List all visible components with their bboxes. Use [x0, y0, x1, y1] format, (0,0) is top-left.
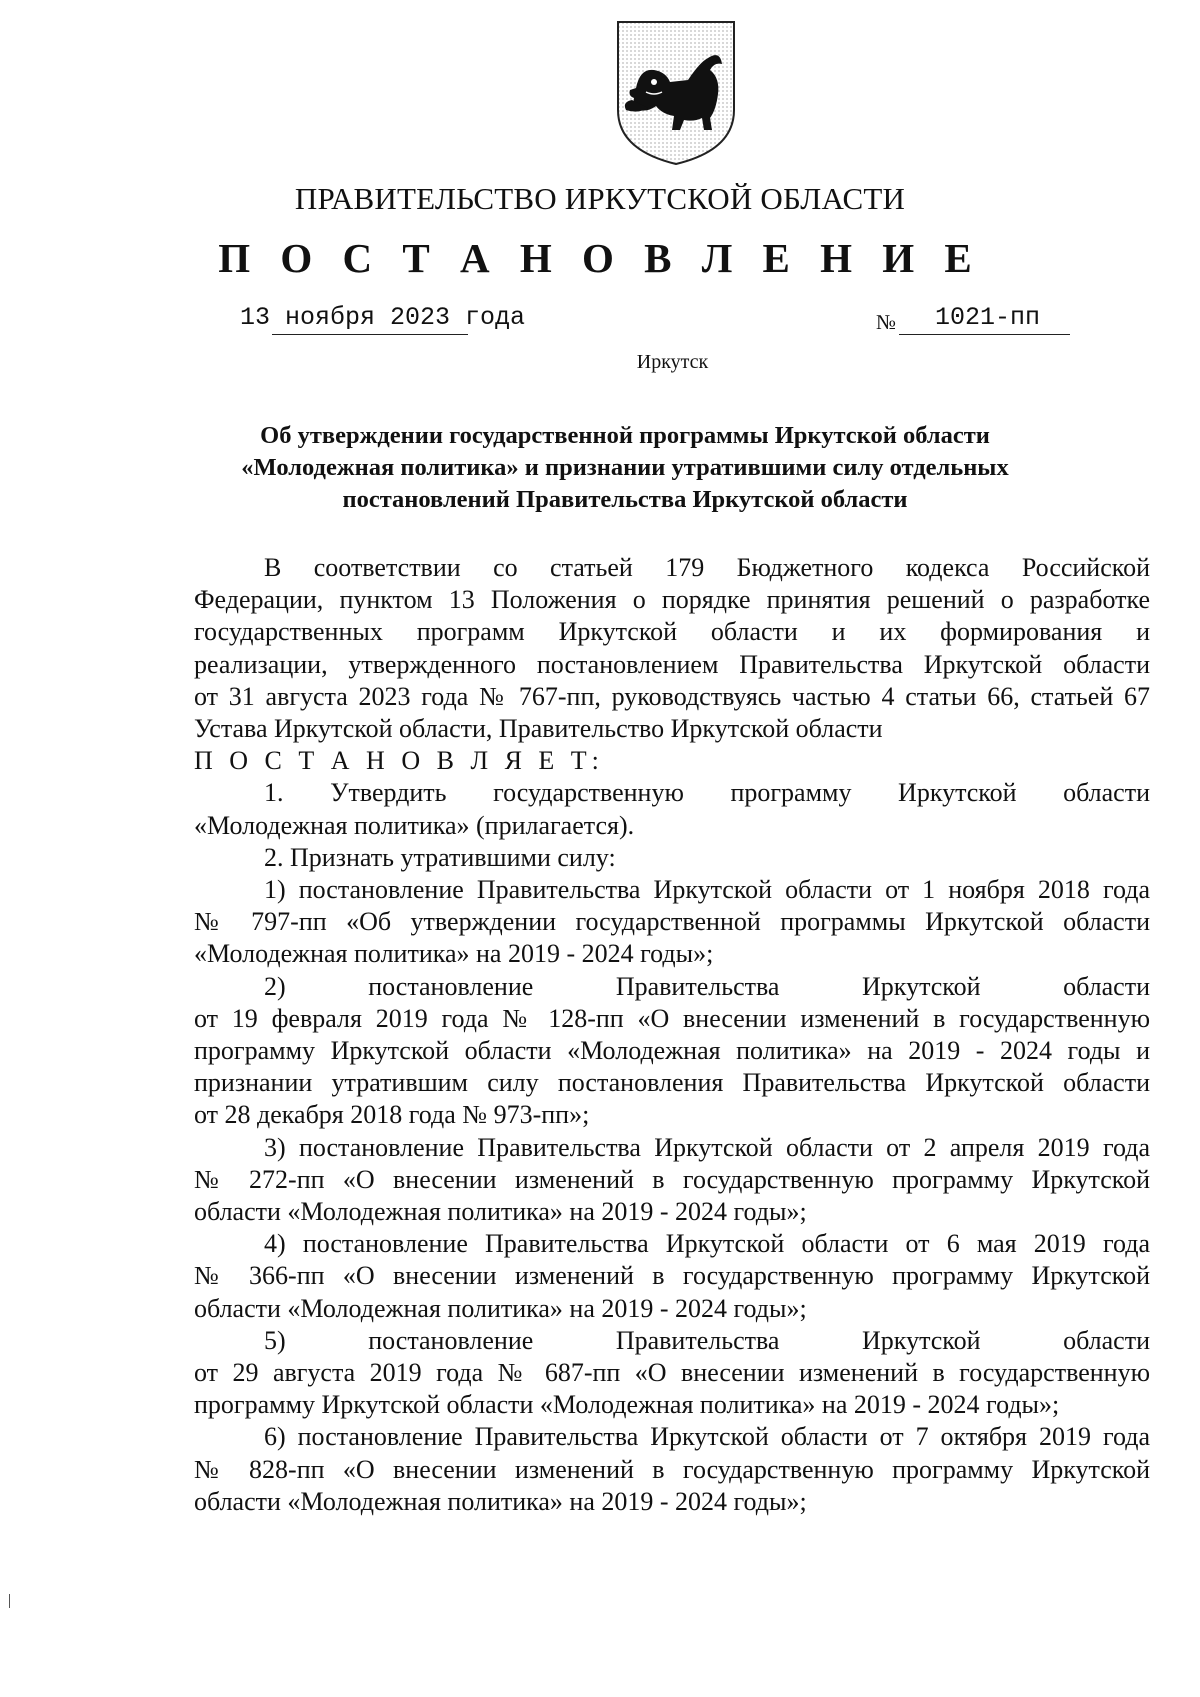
body-line: «Молодежная политика» на 2019 - 2024 годы»;	[194, 939, 714, 969]
body-line: № 272-пп «О внесении изменений в государственную программу Иркутской	[194, 1164, 1150, 1194]
title-line: Об утверждении государственной программы Иркутской области	[260, 422, 990, 449]
city-name: Иркутск	[636, 351, 709, 373]
body-line: 1) постановление Правительства Иркутской области от 1 ноября 2018 года	[264, 875, 1150, 905]
body-line: области «Молодежная политика» на 2019 - 2024 годы»;	[194, 1293, 807, 1323]
document-title	[180, 420, 1070, 516]
body-line: программу Иркутской области «Молодежная политика» на 2019 - 2024 годы и	[194, 1036, 1150, 1066]
body-line: 4) постановление Правительства Иркутской области от 6 мая 2019 года	[264, 1229, 1150, 1259]
body-line: от 19 февраля 2019 года № 128-пп «О внесении изменений в государственную	[194, 1003, 1150, 1033]
body-line: признании утратившим силу постановления Правительства Иркутской области	[194, 1068, 1150, 1098]
decrees-word: П О С Т А Н О В Л Я Е Т:	[194, 746, 604, 776]
body-line: области «Молодежная политика» на 2019 - 2024 годы»;	[194, 1197, 807, 1227]
body-line: области «Молодежная политика» на 2019 - 2024 годы»;	[194, 1486, 807, 1516]
date-underline	[272, 334, 468, 335]
scan-margin-mark	[9, 1594, 10, 1608]
government-name: ПРАВИТЕЛЬСТВО ИРКУТСКОЙ ОБЛАСТИ	[294, 181, 906, 216]
body-line: 2) постановление Правительства Иркутской области	[264, 971, 1150, 1001]
body-line: от 31 августа 2023 года № 767-пп, руководствуясь частью 4 статьи 66, статьей 67	[194, 681, 1150, 711]
body-line: 3) постановление Правительства Иркутской области от 2 апреля 2019 года	[264, 1132, 1150, 1162]
body-line: № 797-пп «Об утверждении государственной программы Иркутской области	[194, 907, 1150, 937]
coat-of-arms-icon	[614, 18, 738, 168]
body-line: № 828-пп «О внесении изменений в государственную программу Иркутской	[194, 1454, 1150, 1484]
body-line: В соответствии со статьей 179 Бюджетного кодекса Российской	[264, 553, 1150, 582]
body-line: «Молодежная политика» (прилагается).	[194, 810, 635, 840]
document-number: 1021-пп	[935, 303, 1041, 332]
body-line: государственных программ Иркутской области и их формирования и	[194, 617, 1150, 647]
body-line: от 28 декабря 2018 года № 973-пп»;	[194, 1100, 590, 1130]
body-line: № 366-пп «О внесении изменений в государственную программу Иркутской	[194, 1261, 1150, 1291]
document-date: 13 ноября 2023 года	[240, 303, 526, 332]
title-line: постановлений Правительства Иркутской области	[342, 486, 908, 513]
document-body	[194, 552, 1150, 1518]
body-line: реализации, утвержденного постановлением Правительства Иркутской области	[194, 649, 1150, 679]
body-line: 6) постановление Правительства Иркутской области от 7 октября 2019 года	[264, 1422, 1150, 1452]
document-type: П О С Т А Н О В Л Е Н И Е	[218, 235, 982, 281]
body-line: 5) постановление Правительства Иркутской области	[264, 1325, 1150, 1355]
body-line: 2. Признать утратившими силу:	[264, 842, 616, 872]
body-line: Устава Иркутской области, Правительство Иркутской области	[194, 714, 883, 744]
number-underline	[899, 334, 1070, 335]
number-sign: №	[876, 310, 897, 334]
body-line: от 29 августа 2019 года № 687-пп «О внесении изменений в государственную	[194, 1358, 1150, 1388]
body-line: Федерации, пунктом 13 Положения о порядке принятия решений о разработке	[194, 585, 1150, 615]
body-line: программу Иркутской области «Молодежная политика» на 2019 - 2024 годы»;	[194, 1390, 1060, 1420]
body-line: 1. Утвердить государственную программу Иркутской области	[264, 778, 1150, 808]
title-line: «Молодежная политика» и признании утратившими силу отдельных	[241, 454, 1009, 481]
